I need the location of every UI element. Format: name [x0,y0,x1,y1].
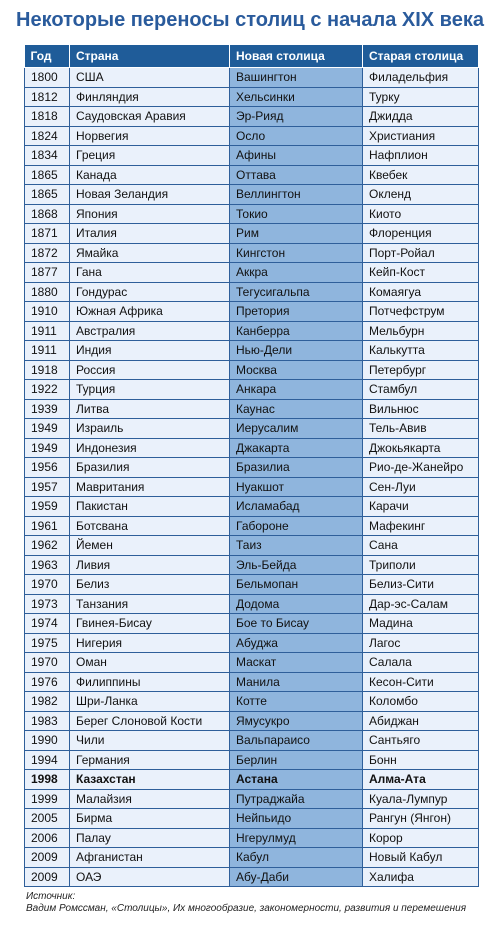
cell-country: Белиз [70,575,230,595]
cell-old-capital: Новый Кабул [363,848,479,868]
cell-new-capital: Хельсинки [230,87,363,107]
table-row [25,594,479,614]
cell-year: 1871 [25,224,70,244]
cell-old-capital: Рио-де-Жанейро [363,458,479,478]
table-row [25,633,479,653]
cell-country: Казахстан [70,770,230,790]
cell-new-capital: Бразилиа [230,458,363,478]
header-country: Страна [70,45,230,68]
cell-country: Индия [70,341,230,361]
table-row [25,302,479,322]
cell-year: 1818 [25,107,70,127]
cell-year: 1939 [25,399,70,419]
cell-year: 1918 [25,360,70,380]
cell-new-capital: Нгерулмуд [230,828,363,848]
cell-old-capital: Лагос [363,633,479,653]
cell-new-capital: Вальпараисо [230,731,363,751]
source-note [26,891,496,915]
cell-year: 1949 [25,438,70,458]
cell-country: Пакистан [70,497,230,517]
table-row [25,438,479,458]
cell-country: Южная Африка [70,302,230,322]
cell-year: 1959 [25,497,70,517]
table-row [25,341,479,361]
cell-new-capital: Берлин [230,750,363,770]
cell-country: Греция [70,146,230,166]
table-row [25,107,479,127]
cell-year: 1911 [25,321,70,341]
cell-new-capital: Каунас [230,399,363,419]
table-row [25,828,479,848]
cell-old-capital: Кейп-Кост [363,263,479,283]
cell-old-capital: Коломбо [363,692,479,712]
table-row [25,224,479,244]
cell-new-capital: Бельмопан [230,575,363,595]
cell-year: 1990 [25,731,70,751]
cell-old-capital: Абиджан [363,711,479,731]
cell-year: 1868 [25,204,70,224]
table-body [25,68,479,887]
cell-old-capital: Мельбурн [363,321,479,341]
cell-old-capital: Карачи [363,497,479,517]
cell-new-capital: Абуджа [230,633,363,653]
table-row [25,497,479,517]
cell-new-capital: Иерусалим [230,419,363,439]
table-row [25,68,479,88]
cell-country: Шри-Ланка [70,692,230,712]
cell-old-capital: Белиз-Сити [363,575,479,595]
cell-new-capital: Афины [230,146,363,166]
table-row [25,809,479,829]
cell-new-capital: Джакарта [230,438,363,458]
cell-old-capital: Алма-Ата [363,770,479,790]
cell-new-capital: Бое то Бисау [230,614,363,634]
cell-new-capital: Канберра [230,321,363,341]
cell-country: Чили [70,731,230,751]
cell-old-capital: Бонн [363,750,479,770]
cell-year: 2005 [25,809,70,829]
table-header-row [25,45,479,68]
cell-old-capital: Мадина [363,614,479,634]
table-row [25,204,479,224]
table-row [25,575,479,595]
cell-country: Канада [70,165,230,185]
cell-year: 1973 [25,594,70,614]
cell-year: 1961 [25,516,70,536]
cell-country: Япония [70,204,230,224]
table-row [25,731,479,751]
table-row [25,672,479,692]
cell-year: 1962 [25,536,70,556]
cell-country: Германия [70,750,230,770]
table-row [25,243,479,263]
cell-country: Израиль [70,419,230,439]
cell-old-capital: Мафекинг [363,516,479,536]
table-row [25,477,479,497]
cell-country: Палау [70,828,230,848]
cell-year: 1865 [25,185,70,205]
cell-country: Берег Слоновой Кости [70,711,230,731]
cell-new-capital: Манила [230,672,363,692]
cell-new-capital: Маскат [230,653,363,673]
cell-country: Бразилия [70,458,230,478]
table-row [25,282,479,302]
cell-year: 2006 [25,828,70,848]
cell-year: 2009 [25,867,70,887]
table-row [25,321,479,341]
cell-country: Мавритания [70,477,230,497]
cell-country: Ливия [70,555,230,575]
cell-country: США [70,68,230,88]
cell-old-capital: Сен-Луи [363,477,479,497]
cell-year: 1834 [25,146,70,166]
cell-new-capital: Осло [230,126,363,146]
cell-new-capital: Москва [230,360,363,380]
cell-country: Саудовская Аравия [70,107,230,127]
cell-old-capital: Турку [363,87,479,107]
cell-country: Новая Зеландия [70,185,230,205]
cell-old-capital: Рангун (Янгон) [363,809,479,829]
cell-old-capital: Салала [363,653,479,673]
cell-new-capital: Токио [230,204,363,224]
table-row [25,458,479,478]
cell-year: 1922 [25,380,70,400]
table-row [25,146,479,166]
cell-country: Бирма [70,809,230,829]
cell-old-capital: Калькутта [363,341,479,361]
cell-new-capital: Претория [230,302,363,322]
header-old-capital: Старая столица [363,45,479,68]
cell-new-capital: Тегусигальпа [230,282,363,302]
cell-country: Оман [70,653,230,673]
source-text: Вадим Ромссман, «Столицы», Их многообразие, закономерности, развития и перемешения [26,903,467,914]
cell-new-capital: Путраджайа [230,789,363,809]
table-row [25,419,479,439]
cell-new-capital: Котте [230,692,363,712]
cell-country: Афганистан [70,848,230,868]
header-year: Год [25,45,70,68]
table-row [25,87,479,107]
cell-year: 1957 [25,477,70,497]
cell-year: 1872 [25,243,70,263]
cell-year: 1970 [25,653,70,673]
cell-new-capital: Нуакшот [230,477,363,497]
cell-new-capital: Веллингтон [230,185,363,205]
table-row [25,848,479,868]
cell-country: Ботсвана [70,516,230,536]
cell-year: 1963 [25,555,70,575]
cell-old-capital: Джокьякарта [363,438,479,458]
table-row [25,692,479,712]
cell-old-capital: Сана [363,536,479,556]
cell-year: 1974 [25,614,70,634]
cell-old-capital: Триполи [363,555,479,575]
cell-year: 1982 [25,692,70,712]
cell-country: Норвегия [70,126,230,146]
cell-old-capital: Комаягуа [363,282,479,302]
cell-year: 1976 [25,672,70,692]
cell-country: Австралия [70,321,230,341]
cell-new-capital: Нью-Дели [230,341,363,361]
cell-old-capital: Тель-Авив [363,419,479,439]
table-row [25,399,479,419]
cell-country: Гвинея-Бисау [70,614,230,634]
cell-old-capital: Порт-Ройал [363,243,479,263]
cell-old-capital: Киото [363,204,479,224]
cell-country: Йемен [70,536,230,556]
cell-year: 1983 [25,711,70,731]
cell-country: Малайзия [70,789,230,809]
cell-new-capital: Эр-Рияд [230,107,363,127]
cell-year: 1999 [25,789,70,809]
cell-country: Финляндия [70,87,230,107]
cell-old-capital: Нафплион [363,146,479,166]
cell-new-capital: Габороне [230,516,363,536]
cell-year: 1824 [25,126,70,146]
table-row [25,516,479,536]
cell-old-capital: Христиания [363,126,479,146]
cell-old-capital: Окленд [363,185,479,205]
cell-year: 1880 [25,282,70,302]
table-row [25,867,479,887]
cell-old-capital: Филадельфия [363,68,479,88]
cell-country: Гондурас [70,282,230,302]
cell-new-capital: Кабул [230,848,363,868]
source-label: Источник: [26,891,76,902]
cell-year: 1994 [25,750,70,770]
cell-country: Литва [70,399,230,419]
page-title: Некоторые переносы столиц с начала XIX века [16,9,484,31]
cell-old-capital: Сантьяго [363,731,479,751]
table-row [25,126,479,146]
cell-country: Индонезия [70,438,230,458]
table-row [25,185,479,205]
cell-new-capital: Эль-Бейда [230,555,363,575]
cell-year: 1949 [25,419,70,439]
cell-old-capital: Петербург [363,360,479,380]
table-row [25,711,479,731]
cell-old-capital: Корор [363,828,479,848]
cell-new-capital: Вашингтон [230,68,363,88]
cell-old-capital: Джидда [363,107,479,127]
table-row [25,263,479,283]
cell-country: Нигерия [70,633,230,653]
table-row [25,360,479,380]
cell-new-capital: Кингстон [230,243,363,263]
cell-country: Италия [70,224,230,244]
cell-year: 1956 [25,458,70,478]
cell-country: Танзания [70,594,230,614]
cell-new-capital: Оттава [230,165,363,185]
table-row [25,165,479,185]
cell-country: ОАЭ [70,867,230,887]
cell-country: Турция [70,380,230,400]
cell-year: 1910 [25,302,70,322]
table-row [25,653,479,673]
header-new-capital: Новая столица [230,45,363,68]
cell-old-capital: Квебек [363,165,479,185]
cell-year: 1970 [25,575,70,595]
table-row [25,555,479,575]
cell-new-capital: Аккра [230,263,363,283]
cell-new-capital: Исламабад [230,497,363,517]
cell-old-capital: Вильнюс [363,399,479,419]
cell-old-capital: Халифа [363,867,479,887]
cell-new-capital: Астана [230,770,363,790]
cell-new-capital: Абу-Даби [230,867,363,887]
cell-new-capital: Ямусукро [230,711,363,731]
cell-old-capital: Потчефструм [363,302,479,322]
table-row [25,750,479,770]
cell-year: 1975 [25,633,70,653]
cell-old-capital: Дар-эс-Салам [363,594,479,614]
cell-country: Гана [70,263,230,283]
cell-new-capital: Анкара [230,380,363,400]
cell-new-capital: Додома [230,594,363,614]
table-row [25,770,479,790]
capitals-table [24,45,479,887]
table-row [25,380,479,400]
table-row [25,789,479,809]
cell-old-capital: Стамбул [363,380,479,400]
table-row [25,614,479,634]
cell-year: 1998 [25,770,70,790]
cell-year: 1812 [25,87,70,107]
cell-year: 2009 [25,848,70,868]
cell-year: 1911 [25,341,70,361]
cell-new-capital: Таиз [230,536,363,556]
cell-country: Филиппины [70,672,230,692]
table-row [25,536,479,556]
cell-year: 1877 [25,263,70,283]
cell-country: Россия [70,360,230,380]
cell-year: 1865 [25,165,70,185]
cell-old-capital: Куала-Лумпур [363,789,479,809]
cell-country: Ямайка [70,243,230,263]
cell-old-capital: Флоренция [363,224,479,244]
cell-old-capital: Кесон-Сити [363,672,479,692]
cell-new-capital: Нейпьидо [230,809,363,829]
cell-year: 1800 [25,68,70,88]
cell-new-capital: Рим [230,224,363,244]
